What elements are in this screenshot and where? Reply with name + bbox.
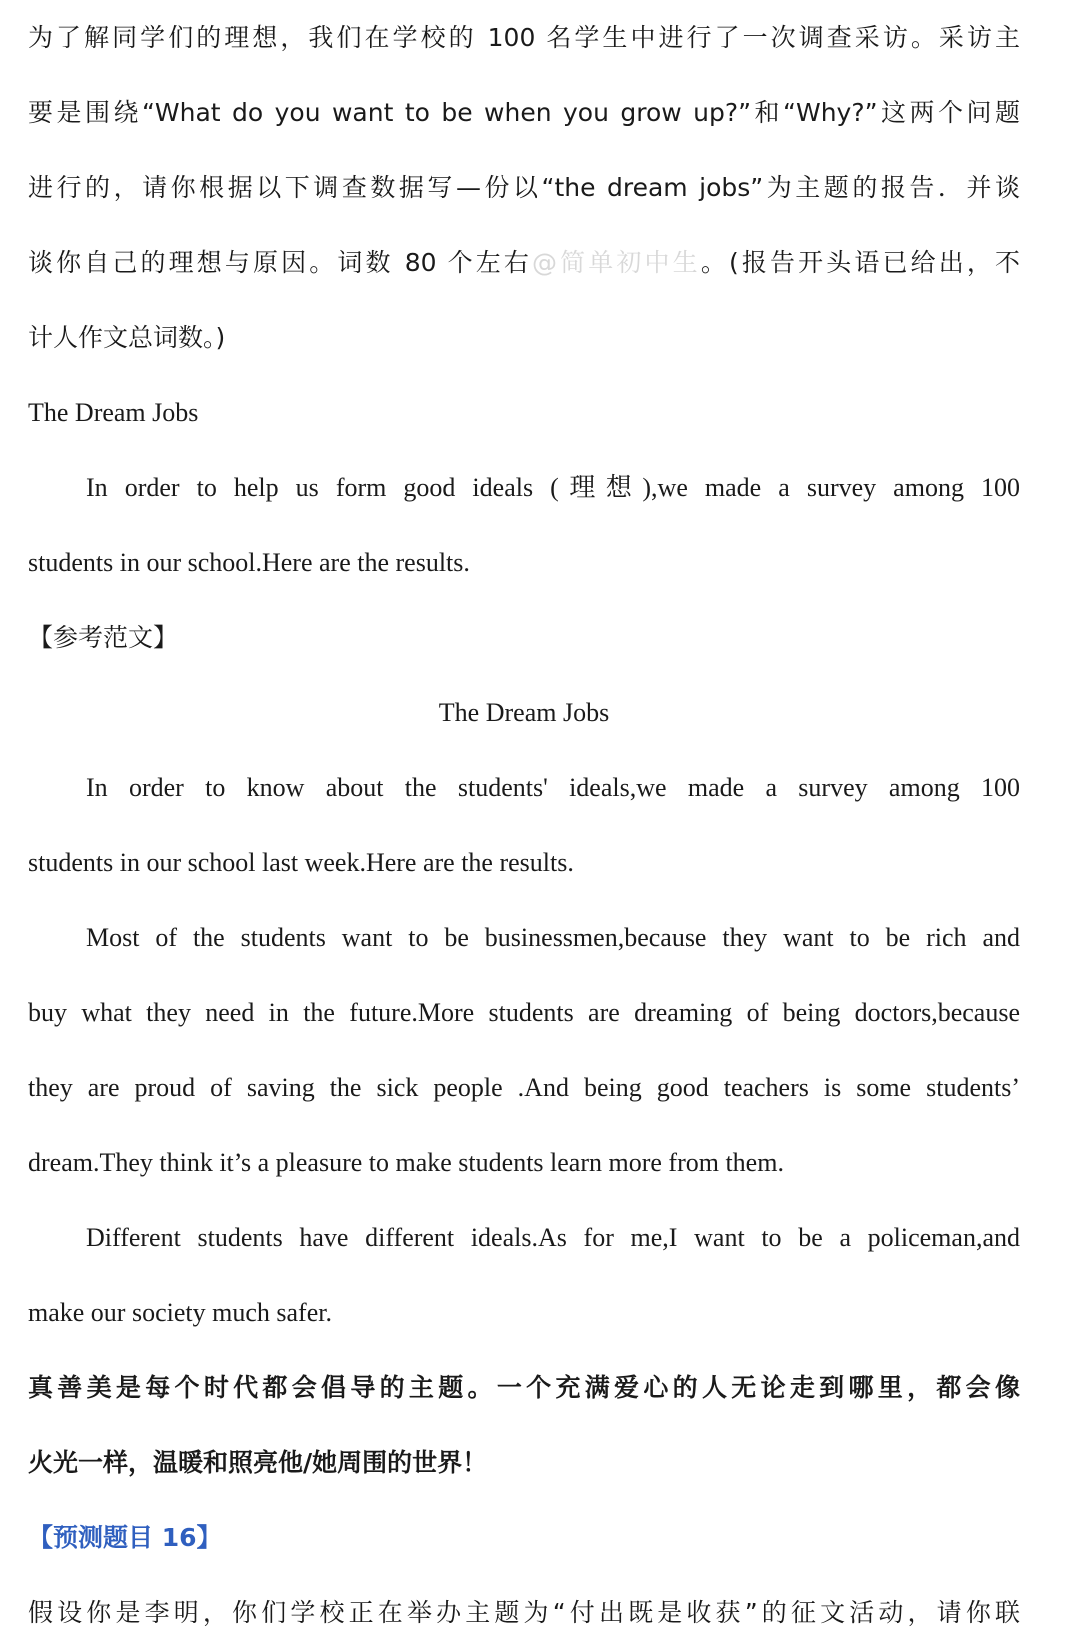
task-line-4-text: 谈你自己的理想与原因。词数 80 个左右 [28, 248, 533, 277]
reference-p3-line-2: make our society much safer. [28, 1298, 332, 1327]
task-line-2: 要是围绕“What do you want to be when you grow up?”和“Why?”这两个问题 [28, 98, 1020, 127]
theme-line-1: 真善美是每个时代都会倡导的主题。一个充满爱心的人无论走到哪里，都会像 [28, 1373, 1020, 1402]
reference-heading: 【参考范文】 [28, 623, 179, 652]
task-line-4-tail: 。(报告开头语已给出，不 [700, 248, 1020, 277]
reference-title: The Dream Jobs [438, 698, 610, 727]
document-page [28, 0, 1020, 1650]
reference-p2-line-3: they are proud of saving the sick people .And being good teachers is some students’ [28, 1073, 1020, 1102]
next-question-heading: 【预测题目 16】 [28, 1523, 222, 1552]
reference-p1-line-2: students in our school last week.Here are the results. [28, 848, 574, 877]
task-line-1: 为了解同学们的理想，我们在学校的 100 名学生中进行了一次调查采访。采访主 [28, 23, 1020, 52]
prompt-title: The Dream Jobs [28, 398, 199, 427]
reference-p3-line-1: Different students have different ideals.As for me,I want to be a policeman,and [86, 1223, 1020, 1252]
task-line-3: 进行的，请你根据以下调查数据写—份以“the dream jobs”为主题的报告．并谈 [28, 173, 1020, 202]
theme-line-2: 火光一样，温暖和照亮他/她周围的世界！ [28, 1448, 488, 1477]
prompt-opening-line-1: In order to help us form good ideals (理想),we made a survey among 100 [86, 473, 1020, 502]
reference-p1-line-1: In order to know about the students' ideals,we made a survey among 100 [86, 773, 1020, 802]
next-question-line-1: 假设你是李明，你们学校正在举办主题为“付出既是收获”的征文活动，请你联 [28, 1598, 1020, 1627]
task-line-4 [28, 225, 1020, 300]
prompt-opening-line-2: students in our school.Here are the results. [28, 548, 470, 577]
task-line-5: 计人作文总词数。) [28, 323, 226, 352]
reference-p2-line-4: dream.They think it’s a pleasure to make students learn more from them. [28, 1148, 784, 1177]
watermark-text: @简单初中生 [532, 248, 701, 277]
reference-p2-line-2: buy what they need in the future.More students are dreaming of being doctors,because [28, 998, 1020, 1027]
reference-p2-line-1: Most of the students want to be businessmen,because they want to be rich and [86, 923, 1020, 952]
